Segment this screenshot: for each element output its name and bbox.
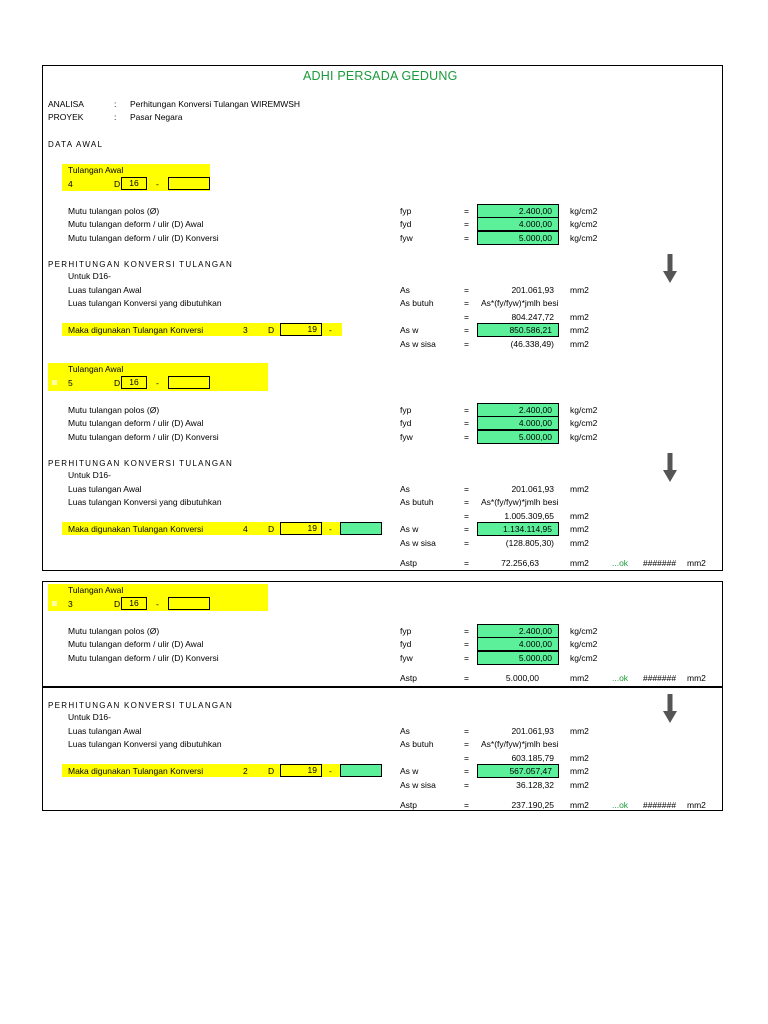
as-butuh-value: 603.185,79 (511, 753, 554, 763)
equals: = (464, 800, 469, 810)
equals: = (464, 639, 469, 649)
unit-label: mm2 (570, 558, 589, 568)
dash-label: - (156, 599, 159, 609)
fyp-label: fyp (400, 206, 412, 216)
dash-label: - (329, 766, 332, 776)
unit-label: mm2 (570, 511, 589, 521)
mutu-awal-label: Mutu tulangan deform / ulir (D) Awal (68, 418, 204, 428)
equals: = (464, 766, 469, 776)
d-label: D (268, 325, 275, 335)
mutu-konversi-label: Mutu tulangan deform / ulir (D) Konversi (68, 653, 219, 663)
as-w-value-cell[interactable]: 1.134.114,95 (477, 522, 559, 536)
ok-status: ...ok (612, 673, 629, 683)
konversi-diameter-cell[interactable]: 19 (280, 323, 322, 336)
unit-label: mm2 (570, 312, 589, 322)
fyp-value-cell[interactable]: 2.400,00 (477, 403, 559, 417)
proyek-sep: : (114, 112, 117, 122)
proyek-label: PROYEK (48, 112, 84, 122)
konversi-count: 2 (243, 766, 248, 776)
unit-label: kg/cm2 (570, 418, 598, 428)
analisa-label: ANALISA (48, 99, 84, 109)
d-label: D (268, 524, 275, 534)
as-w-value-cell[interactable]: 567.057,47 (477, 764, 559, 778)
astp-label: Astp (400, 673, 418, 683)
fyp-label: fyp (400, 405, 412, 415)
equals: = (464, 285, 469, 295)
unit-label: mm2 (570, 800, 589, 810)
unit-label: mm2 (570, 766, 589, 776)
unit-label: mm2 (570, 339, 589, 349)
arrow-down-icon (662, 453, 678, 483)
as-butuh-label: As butuh (400, 298, 434, 308)
diameter-cell[interactable]: 16 (121, 597, 147, 610)
equals: = (464, 673, 469, 683)
equals: = (464, 497, 469, 507)
analisa-sep: : (114, 99, 117, 109)
fyd-value-cell[interactable]: 4.000,00 (477, 217, 559, 231)
maka-label: Maka digunakan Tulangan Konversi (68, 524, 204, 534)
unit-label: kg/cm2 (570, 639, 598, 649)
proyek-value: Pasar Negara (130, 112, 183, 122)
row-marker (52, 601, 57, 606)
as-w-label: As w (400, 766, 419, 776)
unit-label: mm2 (570, 325, 589, 335)
astp-label: Astp (400, 558, 418, 568)
fyw-value-cell[interactable]: 5.000,00 (477, 430, 559, 444)
konversi-diameter-cell[interactable]: 19 (280, 764, 322, 777)
fyw-label: fyw (400, 233, 413, 243)
as-butuh-value: 804.247,72 (511, 312, 554, 322)
overflow-value: ####### (643, 800, 677, 810)
unit-label: mm2 (570, 726, 589, 736)
as-butuh-label: As butuh (400, 497, 434, 507)
d-label: D (114, 599, 121, 609)
as-w-sisa-value: 36.128,32 (516, 780, 554, 790)
equals: = (464, 405, 469, 415)
unit-label: mm2 (687, 800, 706, 810)
luas-konversi-label: Luas tulangan Konversi yang dibutuhkan (68, 739, 222, 749)
as-w-label: As w (400, 325, 419, 335)
unit-label: kg/cm2 (570, 233, 598, 243)
as-butuh-label: As butuh (400, 739, 434, 749)
equals: = (464, 780, 469, 790)
fyp-value-cell[interactable]: 2.400,00 (477, 204, 559, 218)
as-w-sisa-value: (128.805,30) (505, 538, 554, 548)
diameter-cell[interactable]: 16 (121, 376, 147, 389)
equals: = (464, 726, 469, 736)
mutu-konversi-label: Mutu tulangan deform / ulir (D) Konversi (68, 432, 219, 442)
divider-line (42, 686, 723, 688)
dash-label: - (329, 524, 332, 534)
as-butuh-value: 1.005.309,65 (504, 511, 554, 521)
fyd-label: fyd (400, 219, 412, 229)
astp-label: Astp (400, 800, 418, 810)
perhitungan-heading: PERHITUNGAN KONVERSI TULANGAN (48, 260, 234, 269)
unit-label: mm2 (570, 538, 589, 548)
unit-label: kg/cm2 (570, 626, 598, 636)
equals: = (464, 233, 469, 243)
as-label: As (400, 726, 410, 736)
maka-label: Maka digunakan Tulangan Konversi (68, 325, 204, 335)
luas-awal-label: Luas tulangan Awal (68, 285, 142, 295)
fyd-value-cell[interactable]: 4.000,00 (477, 637, 559, 651)
luas-awal-label: Luas tulangan Awal (68, 726, 142, 736)
luas-konversi-label: Luas tulangan Konversi yang dibutuhkan (68, 497, 222, 507)
empty-green-cell[interactable] (340, 764, 382, 777)
fyw-value-cell[interactable]: 5.000,00 (477, 651, 559, 665)
data-awal-heading: DATA AWAL (48, 140, 104, 149)
unit-label: kg/cm2 (570, 206, 598, 216)
unit-label: kg/cm2 (570, 653, 598, 663)
fyw-label: fyw (400, 432, 413, 442)
untuk-label: Untuk D16- (68, 271, 111, 281)
as-value: 201.061,93 (511, 726, 554, 736)
unit-label: mm2 (570, 524, 589, 534)
empty-input-cell[interactable] (168, 597, 210, 610)
unit-label: kg/cm2 (570, 219, 598, 229)
d-label: D (114, 378, 121, 388)
equals: = (464, 484, 469, 494)
astp-value: 72.256,63 (501, 558, 539, 568)
unit-label: kg/cm2 (570, 405, 598, 415)
empty-input-cell[interactable] (168, 376, 210, 389)
konversi-count: 4 (243, 524, 248, 534)
unit-label: mm2 (570, 673, 589, 683)
as-value: 201.061,93 (511, 285, 554, 295)
unit-label: kg/cm2 (570, 432, 598, 442)
divider-line (42, 581, 723, 582)
equals: = (464, 206, 469, 216)
equals: = (464, 418, 469, 428)
equals: = (464, 325, 469, 335)
equals: = (464, 753, 469, 763)
empty-green-cell[interactable] (340, 522, 382, 535)
page-title: ADHI PERSADA GEDUNG (303, 69, 458, 83)
equals: = (464, 739, 469, 749)
tulangan-awal-label: Tulangan Awal (68, 364, 124, 374)
d-label: D (114, 179, 121, 189)
formula-text: As*(fy/fyw)*jmlh besi (481, 298, 559, 308)
equals: = (464, 538, 469, 548)
fyp-label: fyp (400, 626, 412, 636)
equals: = (464, 339, 469, 349)
equals: = (464, 312, 469, 322)
equals: = (464, 511, 469, 521)
luas-awal-label: Luas tulangan Awal (68, 484, 142, 494)
perhitungan-heading: PERHITUNGAN KONVERSI TULANGAN (48, 459, 234, 468)
mutu-konversi-label: Mutu tulangan deform / ulir (D) Konversi (68, 233, 219, 243)
fyw-label: fyw (400, 653, 413, 663)
luas-konversi-label: Luas tulangan Konversi yang dibutuhkan (68, 298, 222, 308)
fyd-label: fyd (400, 639, 412, 649)
konversi-diameter-cell[interactable]: 19 (280, 522, 322, 535)
diameter-cell[interactable]: 16 (121, 177, 147, 190)
fyp-value-cell[interactable]: 2.400,00 (477, 624, 559, 638)
mutu-polos-label: Mutu tulangan polos (Ø) (68, 626, 160, 636)
as-label: As (400, 285, 410, 295)
fyd-label: fyd (400, 418, 412, 428)
tulangan-awal-count: 5 (68, 378, 73, 388)
sheet-frame-top (42, 65, 723, 571)
as-w-sisa-label: As w sisa (400, 339, 436, 349)
formula-text: As*(fy/fyw)*jmlh besi (481, 739, 559, 749)
tulangan-awal-label: Tulangan Awal (68, 585, 124, 595)
as-value: 201.061,93 (511, 484, 554, 494)
as-w-label: As w (400, 524, 419, 534)
overflow-value: ####### (643, 673, 677, 683)
unit-label: mm2 (687, 558, 706, 568)
fyd-value-cell[interactable]: 4.000,00 (477, 416, 559, 430)
ok-status: ...ok (612, 800, 629, 810)
equals: = (464, 558, 469, 568)
dash-label: - (156, 179, 159, 189)
untuk-label: Untuk D16- (68, 470, 111, 480)
fyw-value-cell[interactable]: 5.000,00 (477, 231, 559, 245)
mutu-polos-label: Mutu tulangan polos (Ø) (68, 206, 160, 216)
mutu-awal-label: Mutu tulangan deform / ulir (D) Awal (68, 639, 204, 649)
unit-label: mm2 (570, 780, 589, 790)
mutu-awal-label: Mutu tulangan deform / ulir (D) Awal (68, 219, 204, 229)
unit-label: mm2 (570, 285, 589, 295)
as-w-sisa-label: As w sisa (400, 780, 436, 790)
equals: = (464, 432, 469, 442)
equals: = (464, 524, 469, 534)
empty-input-cell[interactable] (168, 177, 210, 190)
unit-label: mm2 (570, 484, 589, 494)
equals: = (464, 653, 469, 663)
astp-value: 5.000,00 (505, 673, 539, 683)
tulangan-awal-label: Tulangan Awal (68, 165, 124, 175)
tulangan-awal-count: 3 (68, 599, 73, 609)
maka-label: Maka digunakan Tulangan Konversi (68, 766, 204, 776)
mutu-polos-label: Mutu tulangan polos (Ø) (68, 405, 160, 415)
untuk-label: Untuk D16- (68, 712, 111, 722)
tulangan-awal-count: 4 (68, 179, 73, 189)
astp-value: 237.190,25 (511, 800, 554, 810)
equals: = (464, 298, 469, 308)
as-label: As (400, 484, 410, 494)
row-marker (52, 380, 57, 385)
ok-status: ...ok (612, 558, 629, 568)
as-w-value-cell[interactable]: 850.586,21 (477, 323, 559, 337)
equals: = (464, 219, 469, 229)
equals: = (464, 626, 469, 636)
d-label: D (268, 766, 275, 776)
as-w-sisa-label: As w sisa (400, 538, 436, 548)
overflow-value: ####### (643, 558, 677, 568)
unit-label: mm2 (687, 673, 706, 683)
analisa-value: Perhitungan Konversi Tulangan WIREMWSH (130, 99, 301, 109)
konversi-count: 3 (243, 325, 248, 335)
as-w-sisa-value: (46.338,49) (510, 339, 554, 349)
formula-text: As*(fy/fyw)*jmlh besi (481, 497, 559, 507)
dash-label: - (329, 325, 332, 335)
unit-label: mm2 (570, 753, 589, 763)
dash-label: - (156, 378, 159, 388)
arrow-down-icon (662, 254, 678, 284)
arrow-down-icon (662, 694, 678, 724)
perhitungan-heading: PERHITUNGAN KONVERSI TULANGAN (48, 701, 234, 710)
